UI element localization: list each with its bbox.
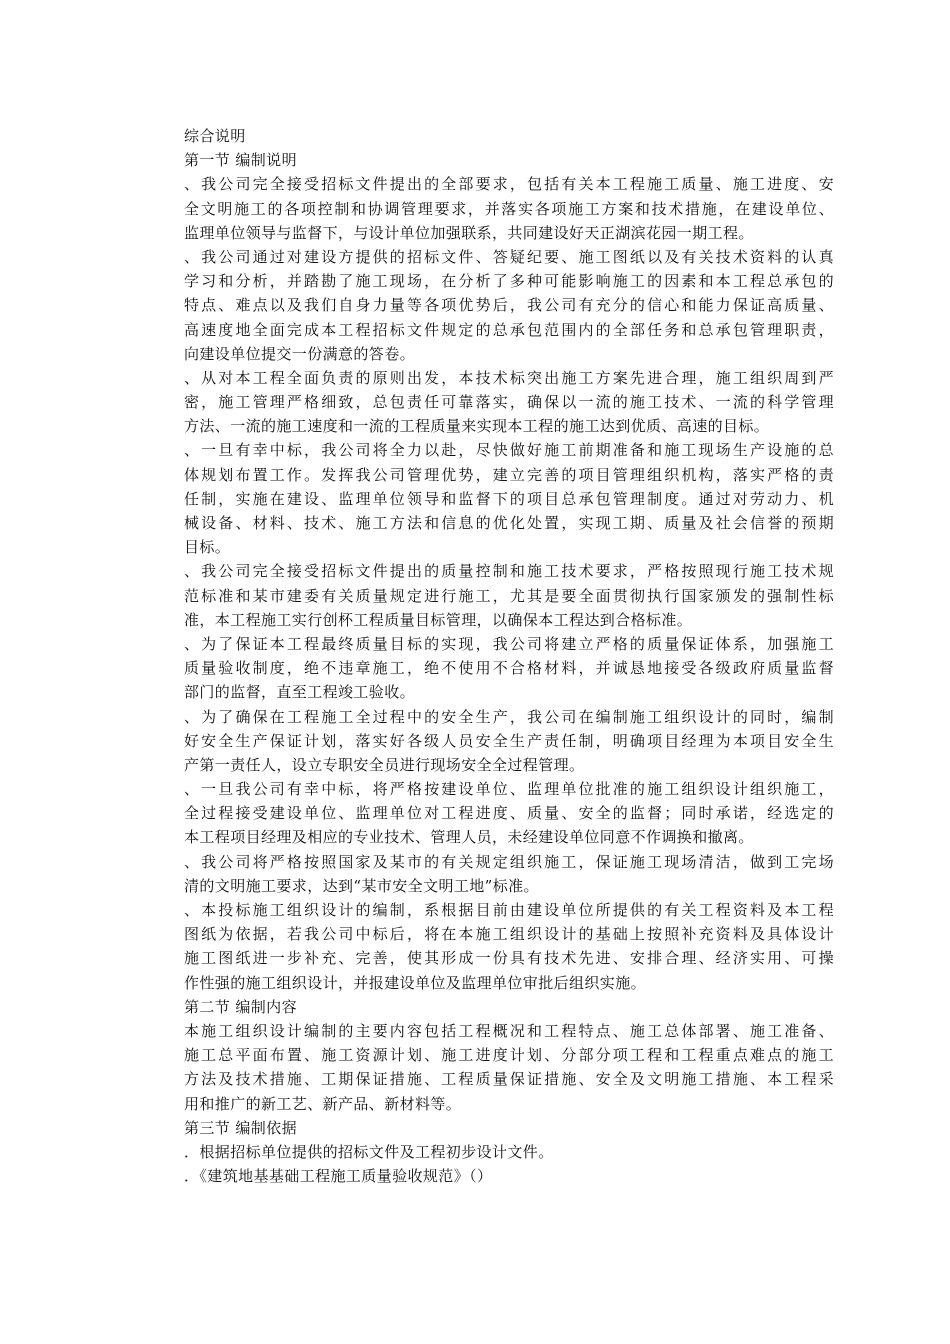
paragraph: [184, 898, 834, 995]
paragraph-line: 全文明施工的各项控制和协调管理要求，并落实各项施工方案和技术措施，在建设单位、: [184, 199, 834, 218]
document-page: [184, 124, 834, 1188]
paragraph: [184, 1164, 834, 1188]
paragraph-line: 质量验收制度，绝不违章施工，绝不使用不合格材料，并诚恳地接受各级政府质量监督: [184, 659, 834, 678]
paragraph-line: 产第一责任人，设立专职安全员进行现场安全全过程管理。: [184, 755, 585, 774]
paragraph-line: 施工图纸进一步补充、完善，使其形成一份具有技术先进、安排合理、经济实用、可操: [184, 949, 834, 968]
paragraph: [184, 366, 834, 439]
section-heading: 第二节 编制内容: [184, 997, 297, 1016]
section-heading: 第一节 编制说明: [184, 151, 297, 170]
paragraph-line: 、我公司通过对建设方提供的招标文件、答疑纪要、施工图纸以及有关技术资料的认真: [184, 247, 834, 266]
paragraph: [184, 1019, 834, 1116]
paragraph-line: ．《建筑地基基础工程施工质量验收规范》（）: [184, 1167, 493, 1186]
paragraph-line: 、我公司完全接受招标文件提出的质量控制和施工技术要求，严格按照现行施工技术规: [184, 562, 834, 581]
paragraph: [184, 705, 834, 778]
paragraph-line: 、我公司将严格按照国家及某市的有关规定组织施工，保证施工现场清洁，做到工完场: [184, 852, 834, 871]
paragraph-line: 、一旦我公司有幸中标，将严格按建设单位、监理单位批准的施工组织设计组织施工，: [184, 780, 834, 799]
paragraph: [184, 172, 834, 245]
paragraph-line: 械设备、材料、技术、施工方法和信息的优化处置，实现工期、质量及社会信誉的预期: [184, 514, 834, 532]
paragraph-line: 图纸为依据，若我公司中标后，将在本施工组织设计的基础上按照补充资料及具体设计: [184, 925, 834, 944]
paragraph-line: 、本投标施工组织设计的编制，系根据目前由建设单位所提供的有关工程资料及本工程: [184, 901, 834, 919]
paragraph-line: ．根据招标单位提供的招标文件及工程初步设计文件。: [184, 1142, 554, 1161]
paragraph-line: 清的文明施工要求，达到“某市安全文明工地”标准。: [184, 876, 539, 895]
paragraph: [184, 245, 834, 366]
paragraph: [184, 438, 834, 559]
paragraph-line: 准，本工程施工实行创杯工程质量目标管理，以确保本工程达到合格标准。: [184, 610, 693, 629]
paragraph-line: 用和推广的新工艺、新产品、新材料等。: [184, 1094, 462, 1113]
paragraph: [184, 559, 834, 632]
paragraph-line: 方法、一流的施工速度和一流的工程质量来实现本工程的施工达到优质、高速的目标。: [184, 417, 770, 436]
paragraph-line: 部门的监督，直至工程竣工验收。: [184, 683, 416, 702]
document-body: [184, 148, 834, 1188]
paragraph-line: 全过程接受建设单位、监理单位对工程进度、质量、安全的监督；同时承诺，经选定的: [184, 804, 834, 823]
paragraph-line: 任制，实施在建设、监理单位领导和监督下的项目总承包管理制度。通过对劳动力、机: [184, 489, 834, 508]
paragraph-line: 体规划布置工作。发挥我公司管理优势，建立完善的项目管理组织机构，落实严格的责: [184, 465, 834, 484]
paragraph-line: 目标。: [184, 538, 231, 557]
paragraph-line: 、从对本工程全面负责的原则出发，本技术标突出施工方案先进合理，施工组织周到严: [184, 368, 834, 387]
paragraph: [184, 1140, 834, 1164]
paragraph-line: 本工程项目经理及相应的专业技术、管理人员，未经建设单位同意不作调换和撤离。: [184, 828, 754, 847]
paragraph-line: 密，施工管理严格细致，总包责任可靠落实，确保以一流的施工技术、一流的科学管理: [184, 393, 834, 412]
paragraph-line: 施工总平面布置、施工资源计划、施工进度计划、分部分项工程和工程重点难点的施工: [184, 1046, 834, 1065]
paragraph-line: 高速度地全面完成本工程招标文件规定的总承包范围内的全部任务和总承包管理职责，: [184, 320, 834, 339]
paragraph-line: 好安全生产保证计划，落实好各级人员安全生产责任制，明确项目经理为本项目安全生: [184, 731, 834, 750]
paragraph-line: 特点、难点以及我们自身力量等各项优势后，我公司有充分的信心和能力保证高质量、: [184, 296, 834, 315]
section-heading: 第三节 编制依据: [184, 1118, 297, 1137]
paragraph-line: 范标准和某市建委有关质量规定进行施工，尤其是要全面贯彻执行国家颁发的强制性标: [184, 586, 834, 605]
paragraph: [184, 850, 834, 898]
paragraph-line: 方法及技术措施、工期保证措施、工程质量保证措施、安全及文明施工措施、本工程采: [184, 1070, 834, 1089]
paragraph: [184, 777, 834, 850]
paragraph-line: 学习和分析，并踏勘了施工现场，在分析了多种可能影响施工的因素和本工程总承包的: [184, 272, 834, 291]
paragraph-line: 本施工组织设计编制的主要内容包括工程概况和工程特点、施工总体部署、施工准备、: [184, 1021, 834, 1040]
paragraph-line: 作性强的施工组织设计，并报建设单位及监理单位审批后组织实施。: [184, 973, 647, 992]
paragraph-line: 、我公司完全接受招标文件提出的全部要求，包括有关本工程施工质量、施工进度、安: [184, 175, 834, 194]
paragraph-line: 监理单位领导与监督下，与设计单位加强联系，共同建设好天正湖滨花园一期工程。: [184, 223, 754, 242]
paragraph-line: 、一旦有幸中标，我公司将全力以赴，尽快做好施工前期准备和施工现场生产设施的总: [184, 441, 834, 460]
paragraph-line: 、为了保证本工程最终质量目标的实现，我公司将建立严格的质量保证体系，加强施工: [184, 634, 834, 653]
paragraph-line: 向建设单位提交一份满意的答卷。: [184, 344, 416, 363]
document-title: 综合说明: [184, 127, 246, 145]
paragraph: [184, 632, 834, 705]
paragraph-line: 、为了确保在工程施工全过程中的安全生产，我公司在编制施工组织设计的同时，编制: [184, 707, 834, 726]
